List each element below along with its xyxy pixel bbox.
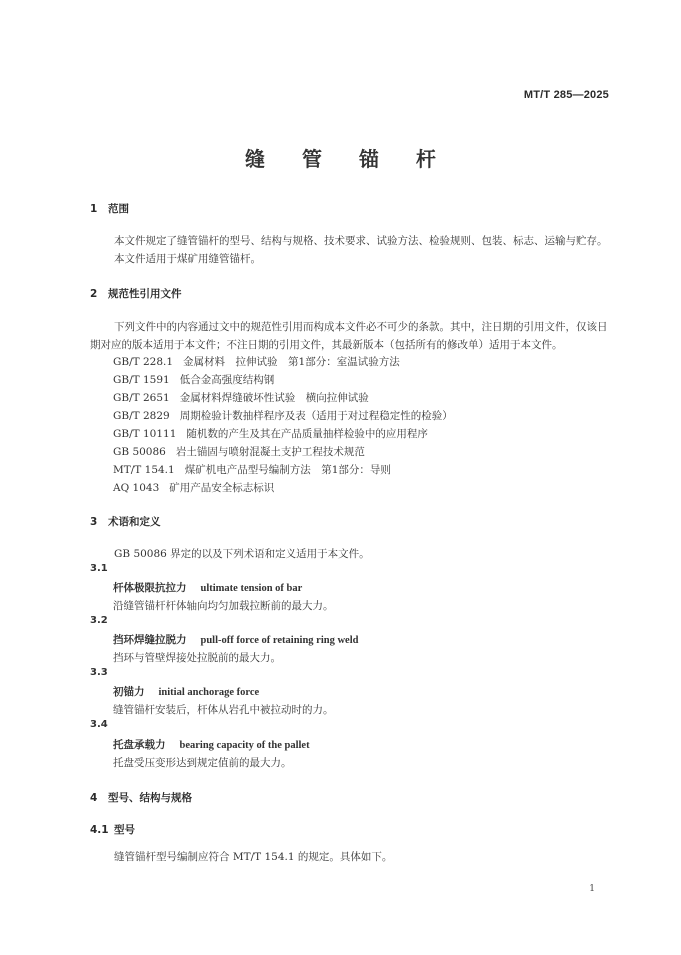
term-en: initial anchorage force — [158, 687, 260, 698]
reference-code: MT/T 154.1 — [113, 464, 175, 476]
paragraph: GB 50086 界定的以及下列术语和定义适用于本文件。 — [114, 548, 370, 560]
subsection-number: 4.1 — [90, 824, 109, 836]
section-2-heading — [90, 286, 182, 301]
term-entry — [113, 683, 259, 702]
document-title: 缝 管 锚 杆 — [245, 147, 451, 171]
clause-number: 3.2 — [90, 615, 108, 626]
reference-code: GB/T 1591 — [113, 374, 170, 386]
reference-item — [113, 389, 369, 407]
reference-item — [113, 443, 365, 461]
term-definition: 缝管锚杆安装后，杆体从岩孔中被拉动时的力。 — [113, 704, 334, 716]
term-zh: 挡环焊缝拉脱力 — [113, 634, 187, 646]
section-title: 型号、结构与规格 — [108, 792, 192, 804]
reference-code: GB 50086 — [113, 446, 166, 458]
section-3-heading — [90, 514, 161, 529]
term-en: pull-off force of retaining ring weld — [200, 635, 359, 646]
clause-number: 3.3 — [90, 667, 108, 678]
term-en: bearing capacity of the pallet — [179, 740, 310, 751]
paragraph: 下列文件中的内容通过文中的规范性引用而构成本文件必不可少的条款。其中，注日期的引用文件，仅该日期对应的版本适用于本文件；不注日期的引用文件，其最新版本（包括所有的修改单）适用于本文件。 — [90, 321, 608, 351]
reference-title: 周期检验计数抽样程序及表（适用于对过程稳定性的检验） — [179, 410, 453, 422]
reference-item — [113, 371, 274, 389]
reference-title: 岩土锚固与喷射混凝土支护工程技术规范 — [175, 446, 365, 458]
section-number: 4 — [90, 792, 98, 804]
subsection-title: 型号 — [114, 824, 135, 836]
term-entry — [113, 631, 358, 650]
term-entry — [113, 736, 310, 755]
reference-title: 随机数的产生及其在产品质量抽样检验中的应用程序 — [186, 428, 428, 440]
paragraph: 本文件规定了缝管锚杆的型号、结构与规格、技术要求、试验方法、检验规则、包装、标志、运输与贮存。 — [114, 235, 608, 247]
reference-item — [113, 353, 400, 371]
term-definition: 托盘受压变形达到规定值前的最大力。 — [113, 757, 292, 769]
reference-code: AQ 1043 — [113, 482, 160, 494]
term-definition: 挡环与管壁焊接处拉脱前的最大力。 — [113, 652, 281, 664]
term-en: ultimate tension of bar — [200, 583, 303, 594]
reference-title: 金属材料焊缝破坏性试验 横向拉伸试验 — [179, 392, 369, 404]
reference-title: 矿用产品安全标志标识 — [169, 482, 275, 494]
section-title: 术语和定义 — [108, 516, 161, 528]
clause-number: 3.4 — [90, 719, 108, 730]
subsection-4-1-heading — [90, 822, 135, 837]
section-1-heading — [90, 201, 129, 216]
standard-number: MT/T 285—2025 — [523, 89, 609, 101]
reference-title: 煤矿机电产品型号编制方法 第1部分：导则 — [184, 464, 391, 476]
section-title: 规范性引用文件 — [108, 288, 182, 300]
term-zh: 杆体极限抗拉力 — [113, 582, 187, 594]
term-definition: 沿缝管锚杆杆体轴向均匀加载拉断前的最大力。 — [113, 600, 334, 612]
page-number: 1 — [589, 884, 595, 894]
reference-title: 低合金高强度结构钢 — [179, 374, 275, 386]
reference-item — [113, 479, 274, 497]
reference-code: GB/T 10111 — [113, 428, 177, 440]
reference-code: GB/T 228.1 — [113, 356, 174, 368]
section-title: 范围 — [108, 203, 129, 215]
reference-item — [113, 461, 391, 479]
term-entry — [113, 579, 302, 598]
paragraph: 缝管锚杆型号编制应符合 MT/T 154.1 的规定。具体如下。 — [114, 851, 393, 863]
reference-item — [113, 407, 453, 425]
clause-number: 3.1 — [90, 563, 108, 574]
term-zh: 初锚力 — [113, 686, 145, 698]
term-zh: 托盘承载力 — [113, 739, 166, 751]
reference-item — [113, 425, 428, 443]
reference-code: GB/T 2651 — [113, 392, 170, 404]
section-number: 2 — [90, 288, 98, 300]
reference-code: GB/T 2829 — [113, 410, 170, 422]
section-number: 3 — [90, 516, 98, 528]
section-number: 1 — [90, 203, 98, 215]
paragraph: 本文件适用于煤矿用缝管锚杆。 — [114, 253, 261, 265]
reference-title: 金属材料 拉伸试验 第1部分：室温试验方法 — [183, 356, 400, 368]
section-4-heading — [90, 790, 192, 805]
